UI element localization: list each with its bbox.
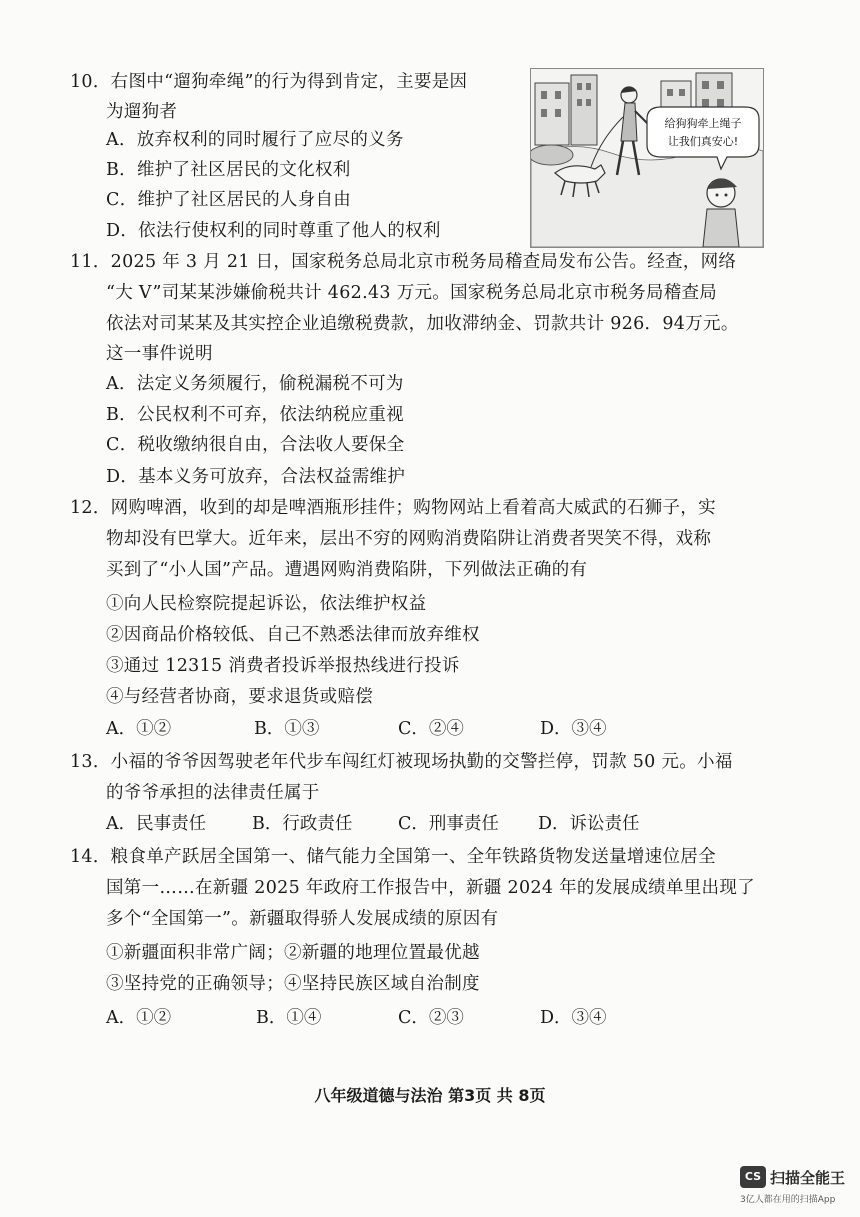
q14-option-a: A．①② <box>106 1008 172 1028</box>
watermark-subtitle: 3亿人都在用的扫描App <box>740 1195 836 1205</box>
scanner-watermark <box>740 1166 852 1210</box>
q10-option-b: B．维护了社区居民的文化权利 <box>106 160 351 180</box>
watermark-name: 扫描全能王 <box>770 1169 846 1187</box>
cartoon-drawing <box>531 69 763 247</box>
q14-option-c: C．②③ <box>398 1008 464 1028</box>
q14-option-d: D．③④ <box>540 1008 607 1028</box>
q11-option-d: D．基本义务可放弃，合法权益需维护 <box>106 467 406 487</box>
bubble-text-line2: 让我们真安心! <box>667 135 739 148</box>
q10-line2: 为遛狗者 <box>106 102 178 122</box>
q12-option-b: B．①③ <box>254 719 320 739</box>
q13-option-c: C．刑事责任 <box>398 814 499 834</box>
q13-line1: 13．小福的爷爷因驾驶老年代步车闯红灯被现场执勤的交警拦停，罚款 50 元。小福 <box>70 752 733 772</box>
q12-item-3: ③通过 12315 消费者投诉举报热线进行投诉 <box>106 656 460 676</box>
q11-option-a: A．法定义务须履行，偷税漏税不可为 <box>106 374 404 394</box>
q12-option-d: D．③④ <box>540 719 607 739</box>
q12-option-c: C．②④ <box>398 719 464 739</box>
q14-item-1: ①新疆面积非常广阔；②新疆的地理位置最优越 <box>106 943 480 963</box>
q10-option-a: A．放弃权利的同时履行了应尽的义务 <box>106 130 404 150</box>
q11-line4: 这一事件说明 <box>106 344 213 364</box>
q13-option-b: B．行政责任 <box>252 814 353 834</box>
q12-line1: 12．网购啤酒，收到的却是啤酒瓶形挂件；购物网站上看着高大威武的石狮子，实 <box>70 498 716 518</box>
q14-option-b: B．①④ <box>256 1008 322 1028</box>
q12-item-1: ①向人民检察院提起诉讼，依法维护权益 <box>106 594 427 614</box>
q13-options <box>106 813 666 835</box>
dog-walking-cartoon <box>530 68 764 248</box>
q10-option-d: D．依法行使权利的同时尊重了他人的权利 <box>106 221 441 241</box>
page-footer: 八年级道德与法治 第3页 共 8页 <box>314 1086 546 1105</box>
q12-line3: 买到了“小人国”产品。遭遇网购消费陷阱，下列做法正确的有 <box>106 560 588 580</box>
q12-item-4: ④与经营者协商，要求退货或赔偿 <box>106 687 373 707</box>
q14-line3: 多个“全国第一”。新疆取得骄人发展成绩的原因有 <box>106 909 499 929</box>
q12-options <box>106 718 626 740</box>
camscanner-logo-icon: CS <box>740 1166 766 1188</box>
bubble-text-line1: 给狗狗牵上绳子 <box>664 117 742 130</box>
q13-line2: 的爷爷承担的法律责任属于 <box>106 783 320 803</box>
q11-option-c: C．税收缴纳很自由，合法收人要保全 <box>106 435 405 455</box>
q10-option-c: C．维护了社区居民的人身自由 <box>106 190 352 210</box>
q14-line1: 14．粮食单产跃居全国第一、储气能力全国第一、全年铁路货物发送量增速位居全 <box>70 847 716 867</box>
q14-item-2: ③坚持党的正确领导；④坚持民族区域自治制度 <box>106 974 480 994</box>
q12-line2: 物却没有巴掌大。近年来，层出不穷的网购消费陷阱让消费者哭笑不得，戏称 <box>106 529 712 549</box>
q13-option-a: A．民事责任 <box>106 814 207 834</box>
q12-item-2: ②因商品价格较低、自己不熟悉法律而放弃维权 <box>106 625 480 645</box>
q11-line2: “大 V”司某某涉嫌偷税共计 462.43 万元。国家税务总局北京市税务局稽查局 <box>106 283 718 303</box>
q14-options <box>106 1007 646 1029</box>
q11-line3: 依法对司某某及其实控企业追缴税费款，加收滞纳金、罚款共计 926．94万元。 <box>106 314 739 334</box>
q11-option-b: B．公民权利不可弃，依法纳税应重视 <box>106 405 404 425</box>
q11-line1: 11．2025 年 3 月 21 日，国家税务总局北京市税务局稽查局发布公告。经查，网络 <box>70 252 737 272</box>
q10-line1: 10．右图中“遛狗牵绳”的行为得到肯定，主要是因 <box>70 72 468 92</box>
q13-option-d: D．诉讼责任 <box>538 814 640 834</box>
q14-line2: 国第一……在新疆 2025 年政府工作报告中，新疆 2024 年的发展成绩单里出现了 <box>106 878 755 898</box>
q12-option-a: A．①② <box>106 719 172 739</box>
